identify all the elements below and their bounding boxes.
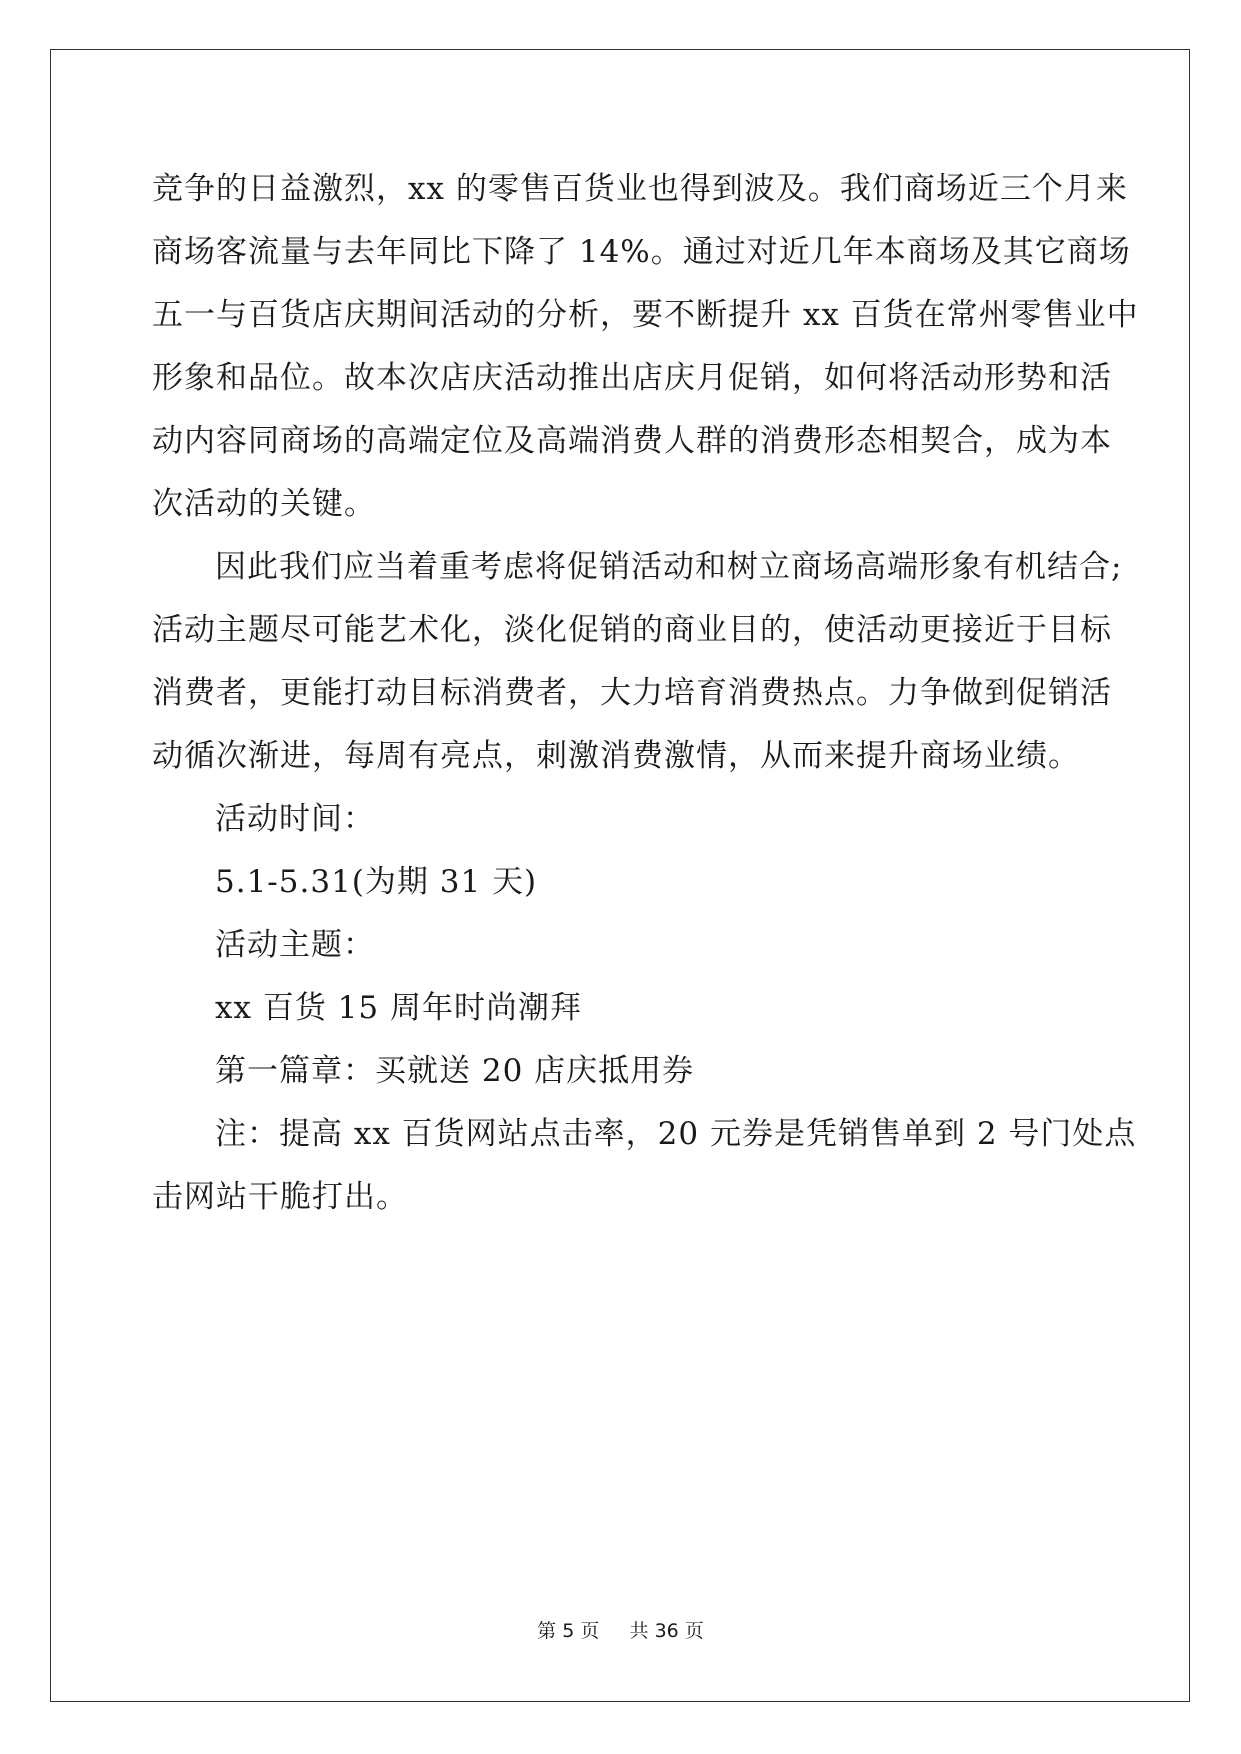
activity-theme-text: xx 百货 15 周年时尚潮拜 [215, 990, 582, 1026]
text-line: 消费者，更能打动目标消费者，大力培育消费热点。力争做到促销活 [152, 675, 1112, 711]
activity-date-range: 5.1-5.31(为期 31 天) [215, 864, 538, 900]
note-line: 注：提高 xx 百货网站点击率，20 元券是凭销售单到 2 号门处点 [215, 1116, 1137, 1152]
page-number: 第 5 页 [537, 1620, 600, 1642]
text-line: 动循次渐进，每周有亮点，刺激消费激情，从而来提升商场业绩。 [152, 738, 1080, 774]
text-line: 形象和品位。故本次店庆活动推出店庆月促销，如何将活动形势和活 [152, 360, 1112, 396]
text-line: 次活动的关键。 [152, 486, 376, 522]
text-line: 五一与百货店庆期间活动的分析，要不断提升 xx 百货在常州零售业中 [152, 297, 1139, 333]
text-line: 竞争的日益激烈，xx 的零售百货业也得到波及。我们商场近三个月来 [152, 171, 1128, 207]
text-line: 击网站干脆打出。 [152, 1179, 408, 1215]
page-footer [0, 1616, 1241, 1643]
chapter-one-heading: 第一篇章：买就送 20 店庆抵用券 [215, 1053, 695, 1089]
text-line: 活动主题尽可能艺术化，淡化促销的商业目的，使活动更接近于目标 [152, 612, 1112, 648]
text-line: 商场客流量与去年同比下降了 14%。通过对近几年本商场及其它商场 [152, 234, 1131, 270]
text-line: 动内容同商场的高端定位及高端消费人群的消费形态相契合，成为本 [152, 423, 1112, 459]
document-body [152, 158, 1139, 1229]
section-label-activity-theme: 活动主题： [215, 927, 375, 963]
page-total: 共 36 页 [629, 1620, 704, 1642]
paragraph-start-line: 因此我们应当着重考虑将促销活动和树立商场高端形象有机结合; [215, 549, 1123, 585]
section-label-activity-time: 活动时间： [215, 801, 375, 837]
